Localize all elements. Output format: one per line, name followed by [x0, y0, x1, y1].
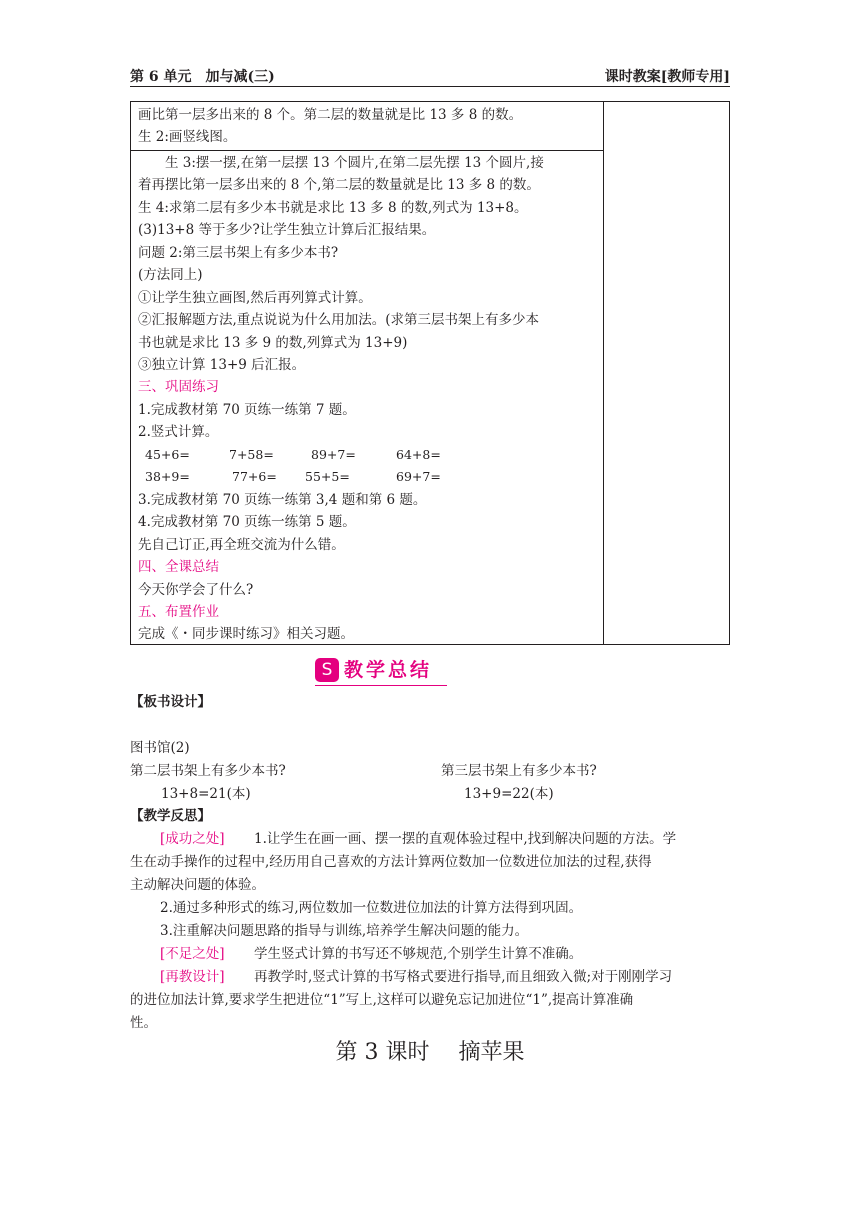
- board-design-heading: 【板书设计】: [130, 694, 211, 710]
- reflection-line: 1.让学生在画一画、摆一摆的直观体验过程中,找到解决问题的方法。学: [254, 831, 677, 847]
- table-line: 问题 2:第三层书架上有多少本书?: [138, 245, 339, 261]
- table-column-divider: [603, 102, 604, 644]
- board-equation-right: 13+9=22(本): [464, 786, 554, 802]
- table-line: 完成《・同步课时练习》相关习题。: [138, 626, 354, 642]
- table-line: 3.完成教材第 70 页练一练第 3,4 题和第 6 题。: [138, 492, 427, 508]
- next-lesson-title: 第 3 课时 摘苹果: [335, 1040, 525, 1065]
- teaching-summary-banner: [315, 656, 450, 686]
- reflection-line: 2.通过多种形式的练习,两位数加一位数进位加法的计算方法得到巩固。: [160, 900, 583, 916]
- table-line: 4.完成教材第 70 页练一练第 5 题。: [138, 514, 356, 530]
- banner-underline: [315, 685, 447, 686]
- table-line: 画比第一层多出来的 8 个。第二层的数量就是比 13 多 8 的数。: [138, 107, 523, 123]
- unit-title: 第 6 单元 加与减(三): [130, 69, 275, 85]
- table-line: 书也就是求比 13 多 9 的数,列算式为 13+9): [138, 335, 408, 351]
- calc-item: 45+6=: [145, 447, 190, 462]
- page-header: [130, 66, 730, 86]
- table-line: 着再摆比第一层多出来的 8 个,第二层的数量就是比 13 多 8 的数。: [138, 177, 540, 193]
- board-question-right: 第三层书架上有多少本书?: [441, 763, 597, 779]
- table-row-divider: [131, 150, 603, 151]
- banner-title: 教学总结: [344, 659, 433, 681]
- board-equation-left: 13+8=21(本): [161, 786, 251, 802]
- calc-item: 89+7=: [311, 447, 356, 462]
- reflection-line: 学生竖式计算的书写还不够规范,个别学生计算不准确。: [254, 946, 583, 962]
- table-line: 生 2:画竖线图。: [138, 129, 237, 145]
- table-line: 2.竖式计算。: [138, 424, 219, 440]
- table-line: 生 4:求第二层有多少本书就是求比 13 多 8 的数,列式为 13+8。: [138, 200, 528, 216]
- calc-item: 69+7=: [396, 469, 441, 484]
- calc-item: 38+9=: [145, 469, 190, 484]
- reflection-line: 主动解决问题的体验。: [130, 877, 265, 893]
- reflection-line: 性。: [130, 1015, 157, 1031]
- board-question-left: 第二层书架上有多少本书?: [130, 763, 286, 779]
- section-heading-homework: 五、布置作业: [138, 604, 219, 620]
- table-line: 生 3:摆一摆,在第一层摆 13 个圆片,在第二层先摆 13 个圆片,接: [138, 155, 544, 171]
- table-line: ①让学生独立画图,然后再列算式计算。: [138, 290, 372, 306]
- board-title: 图书馆(2): [130, 740, 190, 756]
- reflection-line: 3.注重解决问题思路的指导与训练,培养学生解决问题的能力。: [160, 923, 529, 939]
- header-divider: [130, 86, 730, 87]
- calc-item: 64+8=: [396, 447, 441, 462]
- calc-item: 77+6=: [232, 469, 277, 484]
- calc-item: 7+58=: [229, 447, 274, 462]
- table-line: 今天你学会了什么?: [138, 582, 254, 598]
- table-line: 1.完成教材第 70 页练一练第 7 题。: [138, 402, 356, 418]
- section-heading-summary: 四、全课总结: [138, 559, 219, 575]
- reflection-line: 生在动手操作的过程中,经历用自己喜欢的方法计算两位数加一位数进位加法的过程,获得: [130, 854, 652, 870]
- calc-item: 55+5=: [305, 469, 350, 484]
- reflection-line: 再教学时,竖式计算的书写格式要进行指导,而且细致入微;对于刚刚学习: [254, 969, 673, 985]
- section-heading-practice: 三、巩固练习: [138, 379, 219, 395]
- reflection-line: 的进位加法计算,要求学生把进位“1”写上,这样可以避免忘记加进位“1”,提高计算准确: [130, 992, 634, 1008]
- success-tag: [成功之处]: [160, 831, 225, 847]
- doc-type-label: 课时教案[教师专用]: [604, 69, 730, 85]
- reflection-heading: 【教学反思】: [130, 808, 211, 824]
- table-line: ②汇报解题方法,重点说说为什么用加法。(求第三层书架上有多少本: [138, 312, 540, 328]
- table-line: (3)13+8 等于多少?让学生独立计算后汇报结果。: [138, 222, 436, 238]
- deficiency-tag: [不足之处]: [160, 946, 225, 962]
- table-line: (方法同上): [138, 267, 203, 283]
- table-line: ③独立计算 13+9 后汇报。: [138, 357, 306, 373]
- lesson-table: [130, 101, 730, 645]
- redesign-tag: [再教设计]: [160, 969, 225, 985]
- summary-badge-icon: S: [315, 658, 339, 682]
- table-line: 先自己订正,再全班交流为什么错。: [138, 537, 345, 553]
